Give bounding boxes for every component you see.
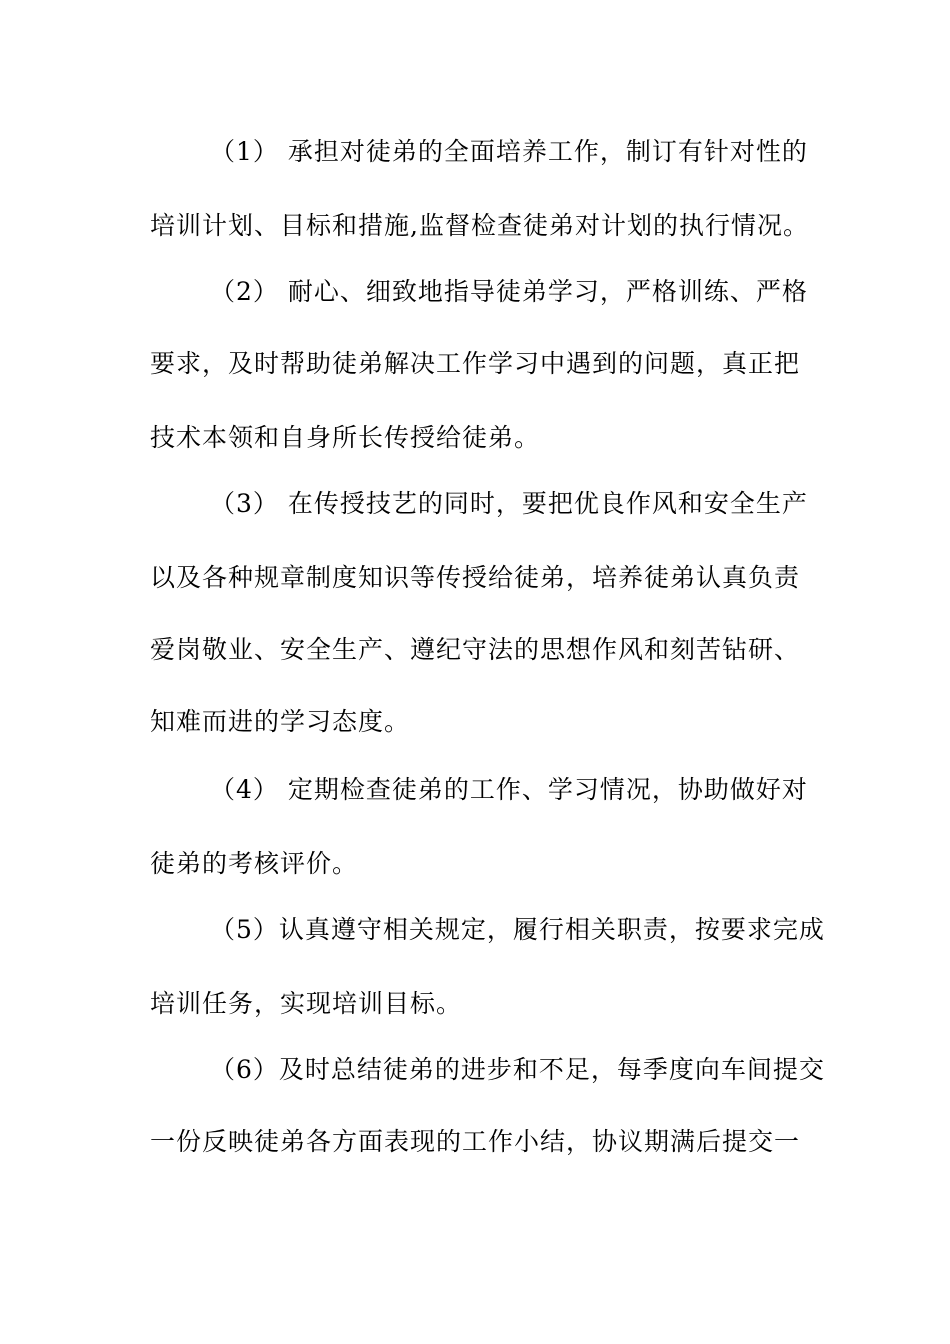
paragraph-1-line-2: 培训计划、目标和措施,监督检查徒弟对计划的执行情况。 [150, 211, 809, 240]
paragraph-1-line-1: （1） 承担对徒弟的全面培养工作，制订有针对性的 [210, 137, 808, 166]
paragraph-5-line-1: （5）认真遵守相关规定，履行相关职责，按要求完成 [210, 915, 825, 944]
paragraph-2-line-1: （2） 耐心、细致地指导徒弟学习，严格训练、严格 [210, 277, 808, 306]
paragraph-3-line-2: 以及各种规章制度知识等传授给徒弟，培养徒弟认真负责 [150, 563, 801, 592]
paragraph-4-line-2: 徒弟的考核评价。 [150, 849, 359, 878]
paragraph-6-line-2: 一份反映徒弟各方面表现的工作小结，协议期满后提交一 [150, 1127, 801, 1156]
paragraph-2-line-3: 技术本领和自身所长传授给徒弟。 [150, 423, 541, 452]
paragraph-6-line-1: （6）及时总结徒弟的进步和不足，每季度向车间提交 [210, 1055, 825, 1084]
paragraph-3-line-1: （3） 在传授技艺的同时，要把优良作风和安全生产 [210, 489, 808, 518]
paragraph-2-line-2: 要求，及时帮助徒弟解决工作学习中遇到的问题，真正把 [150, 349, 801, 378]
paragraph-3-line-3: 爱岗敬业、安全生产、遵纪守法的思想作风和刻苦钻研、 [150, 635, 801, 664]
paragraph-5-line-2: 培训任务，实现培训目标。 [150, 989, 463, 1018]
paragraph-4-line-1: （4） 定期检查徒弟的工作、学习情况，协助做好对 [210, 775, 808, 804]
paragraph-3-line-4: 知难而进的学习态度。 [150, 707, 411, 736]
